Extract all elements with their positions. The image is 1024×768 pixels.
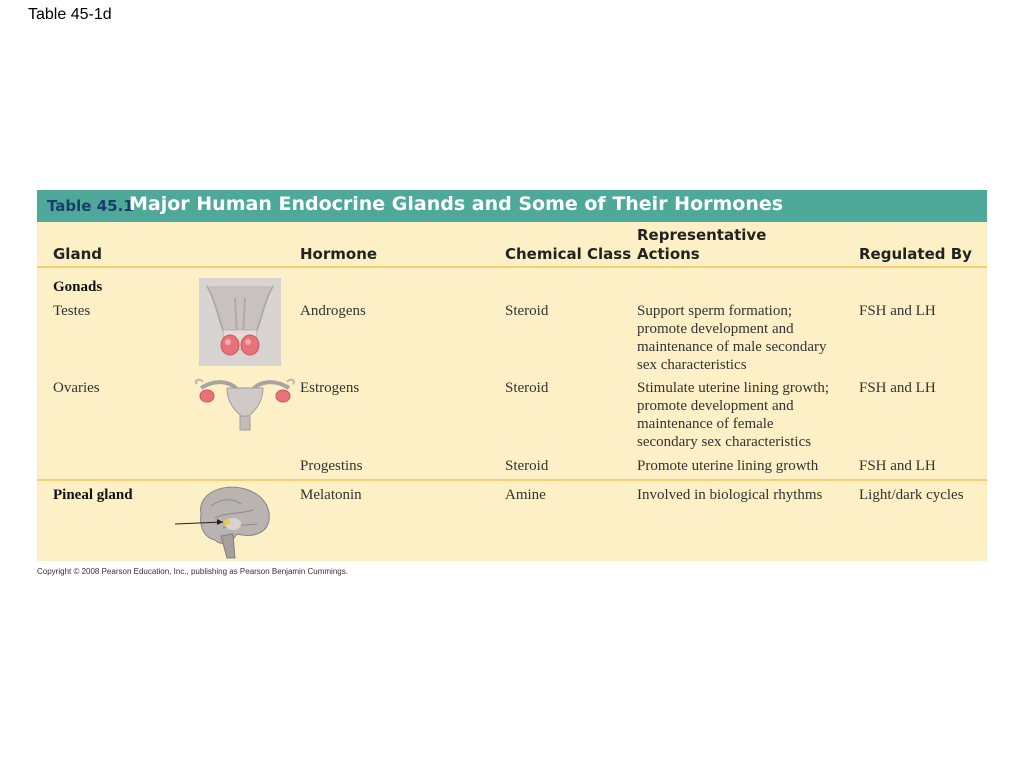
hormone-androgens: Androgens: [300, 303, 366, 319]
actions-line: maintenance of male secondary: [637, 339, 827, 355]
actions-line: Support sperm formation;: [637, 303, 792, 319]
header-actions-line1: Representative: [637, 226, 767, 244]
regulated-progestins: FSH and LH: [859, 458, 936, 474]
table-number: Table 45.1: [47, 197, 134, 215]
uterus-ovaries-illustration-icon: [193, 374, 297, 432]
testes-illustration-icon: [199, 278, 281, 366]
actions-line: Involved in biological rhythms: [637, 487, 823, 503]
header-regulated-by: Regulated By: [859, 245, 972, 263]
table-title: Major Human Endocrine Glands and Some of Their Hormones: [129, 193, 784, 215]
actions-line: promote development and: [637, 321, 794, 337]
class-androgens: Steroid: [505, 303, 549, 319]
slide-title: Table 45-1d: [28, 6, 112, 23]
class-melatonin: Amine: [505, 487, 546, 503]
actions-line: secondary sex characteristics: [637, 434, 812, 450]
gland-testes: Testes: [53, 303, 91, 319]
endocrine-table: [37, 190, 987, 561]
actions-line: sex characteristics: [637, 357, 747, 373]
hormone-progestins: Progestins: [300, 458, 363, 474]
header-actions-line2: Actions: [637, 245, 700, 263]
actions-estrogens: [637, 379, 829, 451]
regulated-melatonin: Light/dark cycles: [859, 487, 964, 503]
regulated-androgens: FSH and LH: [859, 303, 936, 319]
header-hormone: Hormone: [300, 245, 378, 263]
regulated-estrogens: FSH and LH: [859, 380, 936, 396]
class-progestins: Steroid: [505, 458, 549, 474]
header-divider: [37, 266, 987, 268]
brain-pineal-illustration-icon: [171, 484, 275, 560]
group-label-gonads: Gonads: [53, 279, 103, 295]
header-chemical-class: Chemical Class: [505, 245, 632, 263]
gland-pineal: Pineal gland: [53, 487, 133, 503]
hormone-melatonin: Melatonin: [300, 487, 362, 503]
actions-melatonin: [637, 486, 822, 504]
gland-ovaries: Ovaries: [53, 380, 100, 396]
actions-androgens: [637, 302, 827, 374]
actions-progestins: [637, 457, 818, 475]
actions-line: Stimulate uterine lining growth;: [637, 380, 830, 396]
header-gland: Gland: [53, 245, 102, 263]
actions-line: maintenance of female: [637, 416, 774, 432]
class-estrogens: Steroid: [505, 380, 549, 396]
row-divider: [37, 479, 987, 481]
copyright-footer: Copyright © 2008 Pearson Education, Inc., publishing as Pearson Benjamin Cummings.: [37, 567, 348, 576]
actions-line: Promote uterine lining growth: [637, 458, 819, 474]
table-title-bar: [37, 190, 987, 222]
actions-line: promote development and: [637, 398, 794, 414]
hormone-estrogens: Estrogens: [300, 380, 360, 396]
